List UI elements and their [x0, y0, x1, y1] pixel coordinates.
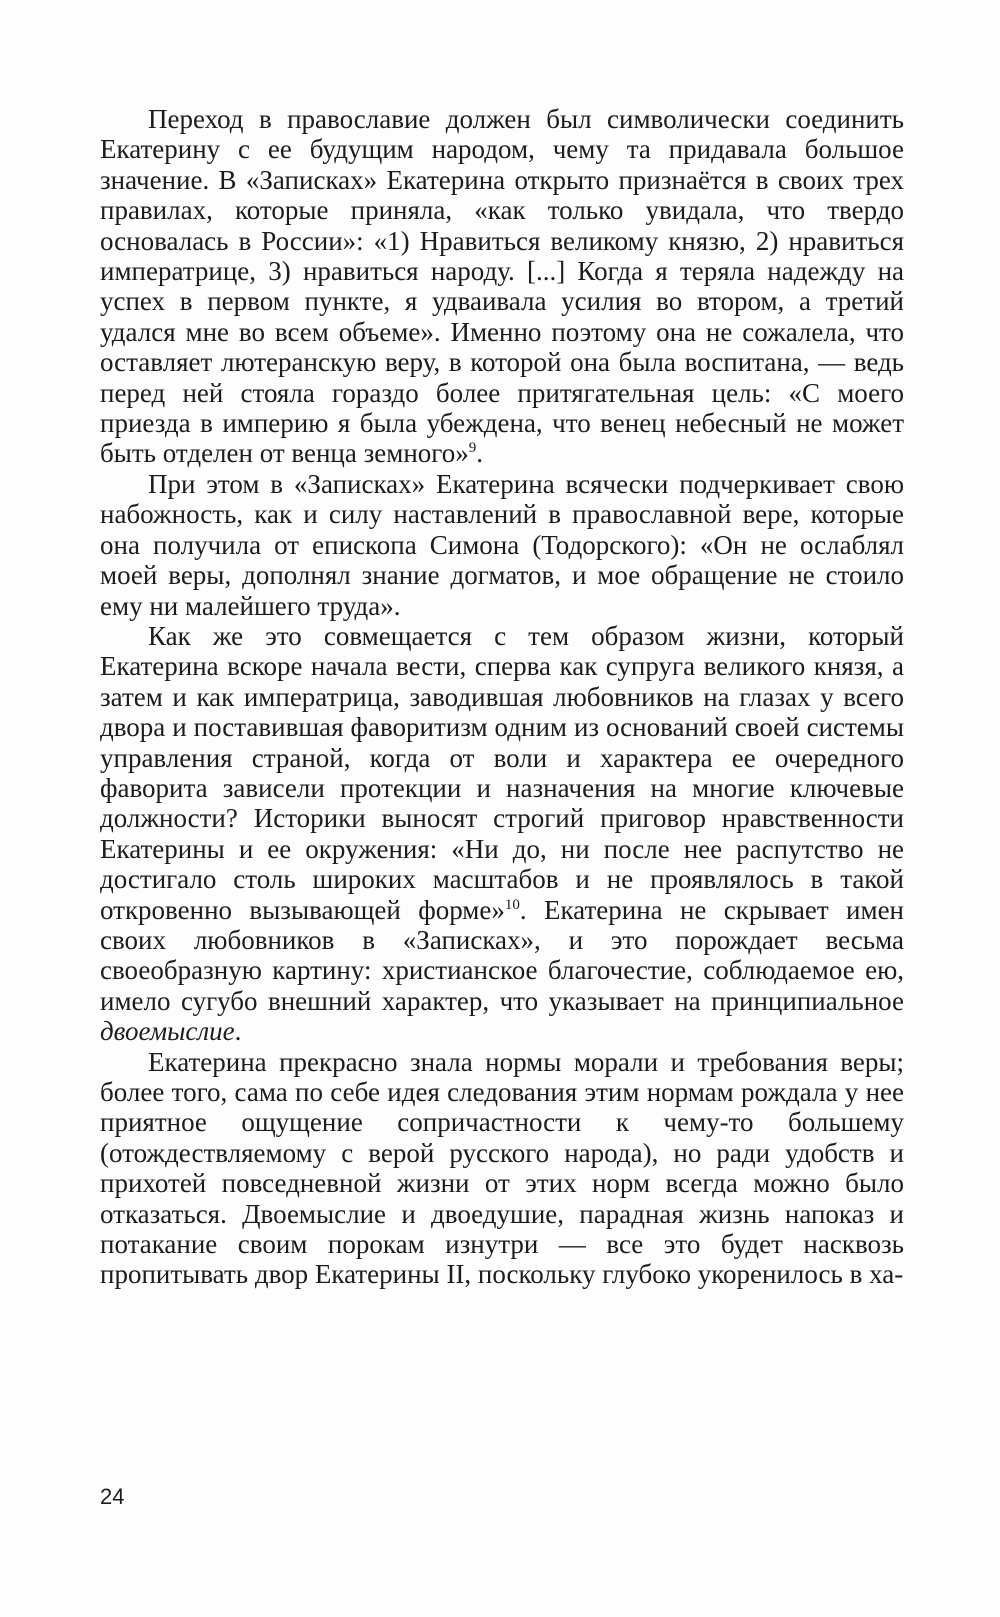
- paragraph: [100, 1047, 904, 1290]
- emphasis-term: двоемыслие: [100, 1016, 235, 1047]
- paragraph-text: Как же это совмещается с тем образом жизни, который Екатерина вскоре начала вести, сперва как супруга великого князя, а затем и как императрица, заводившая любовников на глазах у всего двора и поставившая фаворитизм одним из оснований своей системы управления страной, когда от воли и характера ее очередного фаворита зависели протекции и назначения на многие ключевые должности? Историки выносят строгий приговор нравственности Екатерины и ее окружения: «Ни до, ни после нее распутство не достигало столь широких масштабов и не проявлялось в такой откровенно вызывающей форме»: [100, 620, 904, 925]
- footnote-ref: 10: [504, 896, 520, 913]
- paragraph-text: .: [234, 1016, 242, 1047]
- page-number: 24: [100, 1484, 125, 1509]
- paragraph: [100, 469, 904, 621]
- paragraph: [100, 104, 904, 469]
- paragraph: [100, 621, 904, 1047]
- footnote-ref: 9: [468, 440, 477, 457]
- paragraph-text: . Екатерина не скрывает имен своих любовников в «Записках», и это порождает весьма своеобразную картину: христианское благочестие, соблюдаемое ею, имело сугубо внешний характер, что указывает на принципиальное: [100, 894, 904, 1016]
- paragraph-text: Переход в православие должен был символически соединить Екатерину с ее будущим народом, чему та придавала большое значение. В «Записках» Екатерина открыто признаётся в своих трех правилах, которые приняла, «как только увидала, что твердо основалась в России»: «1) Нравиться великому князю, 2) нравиться императрице, 3) нравиться народу. [...] Когда я теряла надежду на успех в первом пункте, я удваивала усилия во втором, а третий удался мне во всем объеме». Именно поэтому она не сожалела, что оставляет лютеранскую веру, в которой она была воспитана, — ведь перед ней стояла гораздо более притягательная цель: «С моего приезда в империю я была убеждена, что венец небесный не может быть отделен от венца земного»: [100, 104, 904, 469]
- paragraph-text: Екатерина прекрасно знала нормы морали и требования веры; более того, сама по себе идея следования этим нормам рождала у нее приятное ощущение сопричастности к чему-то большему (отождествляемому с верой русского народа), но ради удобств и прихотей повседневной жизни от этих норм всегда можно было отказаться. Двоемыслие и двоедушие, парадная жизнь напоказ и потакание своим порокам изнутри — все это будет насквозь пропитывать двор Екатерины II, поскольку глубоко укоренилось в ха-: [100, 1046, 904, 1290]
- body-text: [100, 104, 904, 1290]
- paragraph-text: .: [476, 438, 483, 469]
- paragraph-text: При этом в «Записках» Екатерина всячески подчеркивает свою набожность, как и силу наставлений в православной вере, которые она получила от епископа Симона (Тодорского): «Он не ослаблял моей веры, дополнял знание догматов, и мое обращение не стоило ему ни малейшего труда».: [100, 468, 904, 621]
